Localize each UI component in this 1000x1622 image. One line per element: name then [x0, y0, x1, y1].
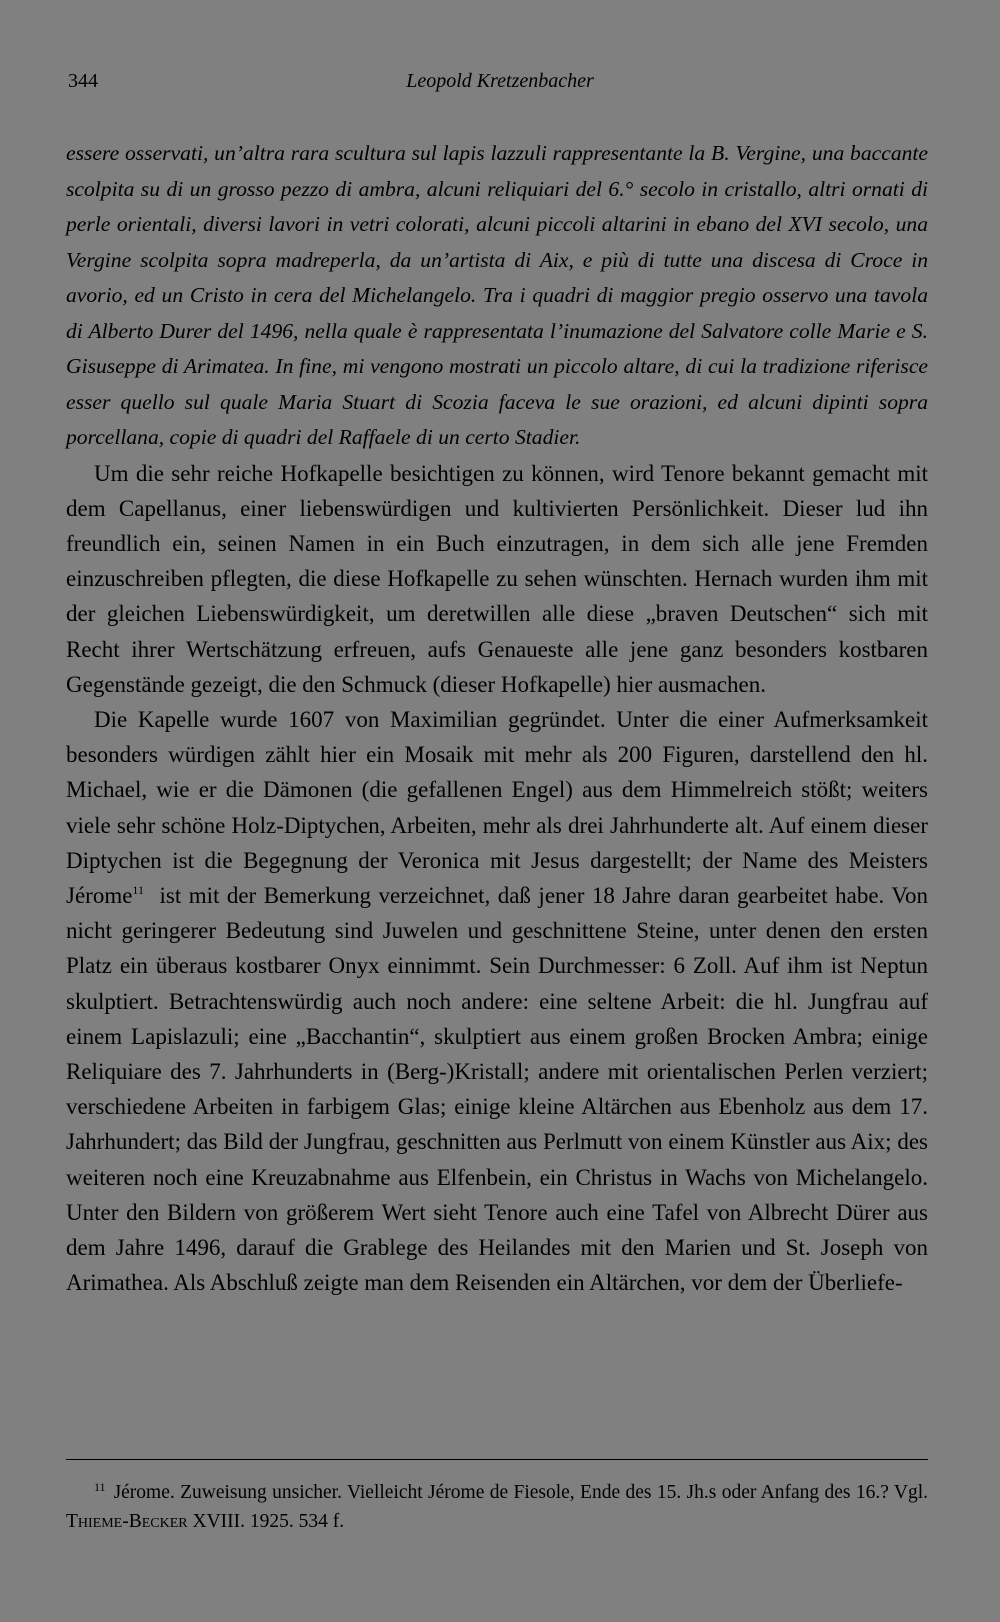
paragraph-kapelle-1607: [66, 702, 928, 1300]
footnote-text-end: XVIII. 1925. 534 f.: [187, 1511, 345, 1532]
paragraph-text-after-footnote: ist mit der Bemerkung verzeichnet, daß jener 18 Jahre daran gearbeitet habe. Von nicht geringerer Bedeutung sind Juwelen und geschnittene Steine, unter denen den ersten Platz ein überaus kostbarer Onyx einnimmt. Sein Durchmesser: 6 Zoll. Auf ihm ist Neptun skulptiert. Betrachtenswürdig auch noch andere: eine seltene Arbeit: die hl. Jungfrau auf einem Lapislazuli; eine „Bacchantin“, skulptiert aus einem großen Brocken Ambra; einige Reliquiare des 7. Jahrhunderts in (Berg-)Kristall; andere mit orientalischen Perlen verziert; verschiedene Arbeiten in farbigem Glas; einige kleine Altärchen aus Ebenholz aus dem 17. Jahrhundert; das Bild der Jungfrau, geschnitten aus Perlmutt von einem Künstler aus Aix; des weiteren noch eine Kreuzabnahme aus Elfenbein, ein Christus in Wachs von Michelangelo. Unter den Bildern von größerem Wert sieht Tenore auch eine Tafel von Albrecht Dürer aus dem Jahre 1496, darauf die Grablege des Heilandes mit den Marien und St. Joseph von Arimathea. Als Abschluß zeigte man dem Reisenden ein Altärchen, vor dem der Überliefe-: [66, 882, 928, 1296]
footnote-reference-author: Thieme-Becker: [66, 1511, 188, 1532]
italian-quotation: essere osservati, un’altra rara scultura sul lapis lazzuli rappresentante la B. Vergine, una baccante scolpita su di un grosso pezzo di ambra, alcuni reliquiari del 6.° secolo in cristallo, altri ornati di perle orientali, diversi lavori in vetri colorati, alcuni piccoli altarini in ebano del XVI secolo, una Vergine scolpita sopra madreperla, da un’artista di Aix, e più di tutte una discesa di Croce in avorio, ed un Cristo in cera del Michelangelo. Tra i quadri di maggior pregio osservo una tavola di Alberto Durer del 1496, nella quale è rappresentata l’inumazione del Salvatore colle Marie e S. Gisuseppe di Arimatea. In fine, mi vengono mostrati un piccolo altare, di cui la tradizione riferisce esser quello sul quale Maria Stuart di Scozia faceva le sue orazioni, ed alcuni dipinti sopra porcellana, copie di quadri del Raffaele di un certo Stadier.: [66, 141, 928, 449]
running-head: [68, 70, 932, 100]
paragraph-text-before-footnote: Die Kapelle wurde 1607 von Maximilian gegründet. Unter die einer Aufmerksamkeit besonders würdigen zählt hier ein Mosaik mit mehr als 200 Figuren, darstellend den hl. Michael, wie er die Dämonen (die gefallenen Engel) aus dem Himmelreich stößt; weiters viele sehr schöne Holz-Diptychen, Arbeiten, mehr als drei Jahrhunderte alt. Auf einem dieser Diptychen ist die Begegnung der Veronica mit Jesus dargestellt; der Name des Meisters Jérome: [66, 706, 928, 908]
running-title: Leopold Kretzenbacher: [406, 70, 594, 92]
footnote-number: 11: [94, 1479, 106, 1494]
footnote-divider: [66, 1459, 928, 1460]
footnote-11: [66, 1478, 928, 1536]
body-text: [66, 136, 928, 1300]
footnote-reference[interactable]: 11: [132, 883, 144, 898]
paragraph-hofkapelle: Um die sehr reiche Hofkapelle besichtigen zu können, wird Tenore bekannt gemacht mit dem Capellanus, einer liebenswürdigen und kultivierten Persönlichkeit. Dieser lud ihn freundlich ein, seinen Namen in ein Buch einzutragen, in dem sich alle jene Fremden einzuschreiben pflegten, die diese Hofkapelle zu sehen wünschten. Hernach wurden ihm mit der gleichen Liebenswürdigkeit, um deretwillen alle diese „braven Deutschen“ sich mit Recht ihrer Wertschätzung erfreuen, aufs Genaueste alle jene ganz besonders kostbaren Gegenstände gezeigt, die den Schmuck (dieser Hofkapelle) hier ausmachen.: [66, 460, 928, 697]
footnote-text: Jérome. Zuweisung unsicher. Vielleicht Jérome de Fiesole, Ende des 15. Jh.s oder Anfang des 16.? Vgl.: [113, 1482, 928, 1503]
page-number: 344: [68, 70, 98, 92]
